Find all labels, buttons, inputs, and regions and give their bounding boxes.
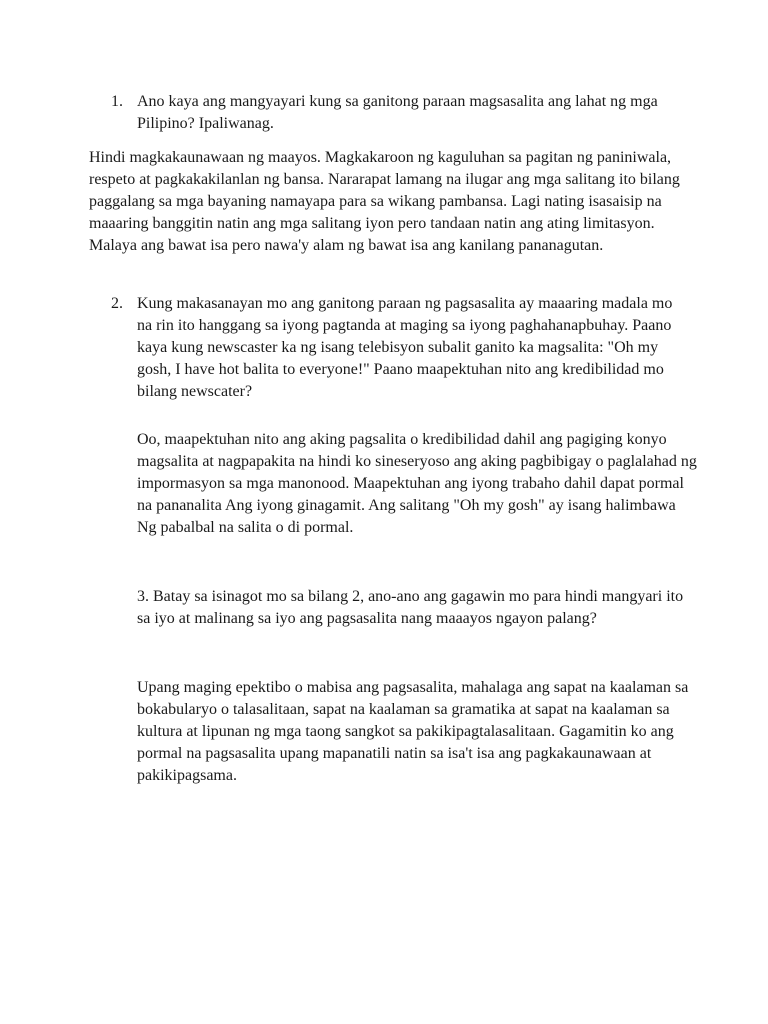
question-2 — [111, 293, 691, 403]
question-3 — [137, 586, 697, 630]
question-2-number: 2. — [111, 295, 123, 312]
question-2-text: Kung makasanayan mo ang ganitong paraan ng pagsasalita ay maaaring madala mo na rin ito hanggang sa iyong pagtanda at maging sa iyong paghahanapbuhay. Paano kaya kung newscaster ka ng isang telebisyon subalit ganito ka magsalita: "Oh my gosh, I have hot balita to everyone!" Paano maapektuhan nito ang kredibilidad mo bilang newscater? — [137, 295, 673, 400]
question-1-number: 1. — [111, 93, 123, 110]
question-1 — [111, 91, 691, 135]
question-3-number: 3. — [137, 588, 149, 605]
answer-1: Hindi magkakaunawaan ng maayos. Magkakaroon ng kaguluhan sa pagitan ng paniniwala, respeto at pagkakakilanlan ng bansa. Nararapat lamang na ilugar ang mga salitang ito bilang paggalang sa mga bayaning namayapa para sa wikang pambansa. Lagi nating isasaisip na maaaring banggitin natin ang mga salitang iyon pero tandaan natin ang ating limitasyon. Malaya ang bawat isa pero nawa'y alam ng bawat isa ang kanilang pananagutan. — [89, 149, 680, 254]
question-3-text: Batay sa isinagot mo sa bilang 2, ano-ano ang gagawin mo para hindi mangyari ito sa iyo at malinang sa iyo ang pagsasalita nang maaayos ngayon palang? — [137, 588, 684, 627]
answer-2: Oo, maapektuhan nito ang aking pagsalita o kredibilidad dahil ang pagiging konyo magsalita at nagpapakita na hindi ko sineseryoso ang aking pagbibigay o paglalahad ng impormasyon sa mga manonood. Maapektuhan ang iyong trabaho dahil dapat pormal na pananalita Ang iyong ginagamit. Ang salitang "Oh my gosh" ay isang halimbawa Ng pabalbal na salita o di pormal. — [137, 431, 697, 536]
answer-3: Upang maging epektibo o mabisa ang pagsasalita, mahalaga ang sapat na kaalaman sa bokabularyo o talasalitaan, sapat na kaalaman sa gramatika at sapat na kaalaman sa kultura at lipunan ng mga taong sangkot sa pakikipagtalasalitaan. Gagamitin ko ang pormal na pagsasalita upang mapanatili natin sa isa't isa ang pagkakaunawaan at pakikipagsama. — [137, 679, 689, 784]
question-1-text: Ano kaya ang mangyayari kung sa ganitong paraan magsasalita ang lahat ng mga Pilipino? Ipaliwanag. — [137, 93, 658, 132]
